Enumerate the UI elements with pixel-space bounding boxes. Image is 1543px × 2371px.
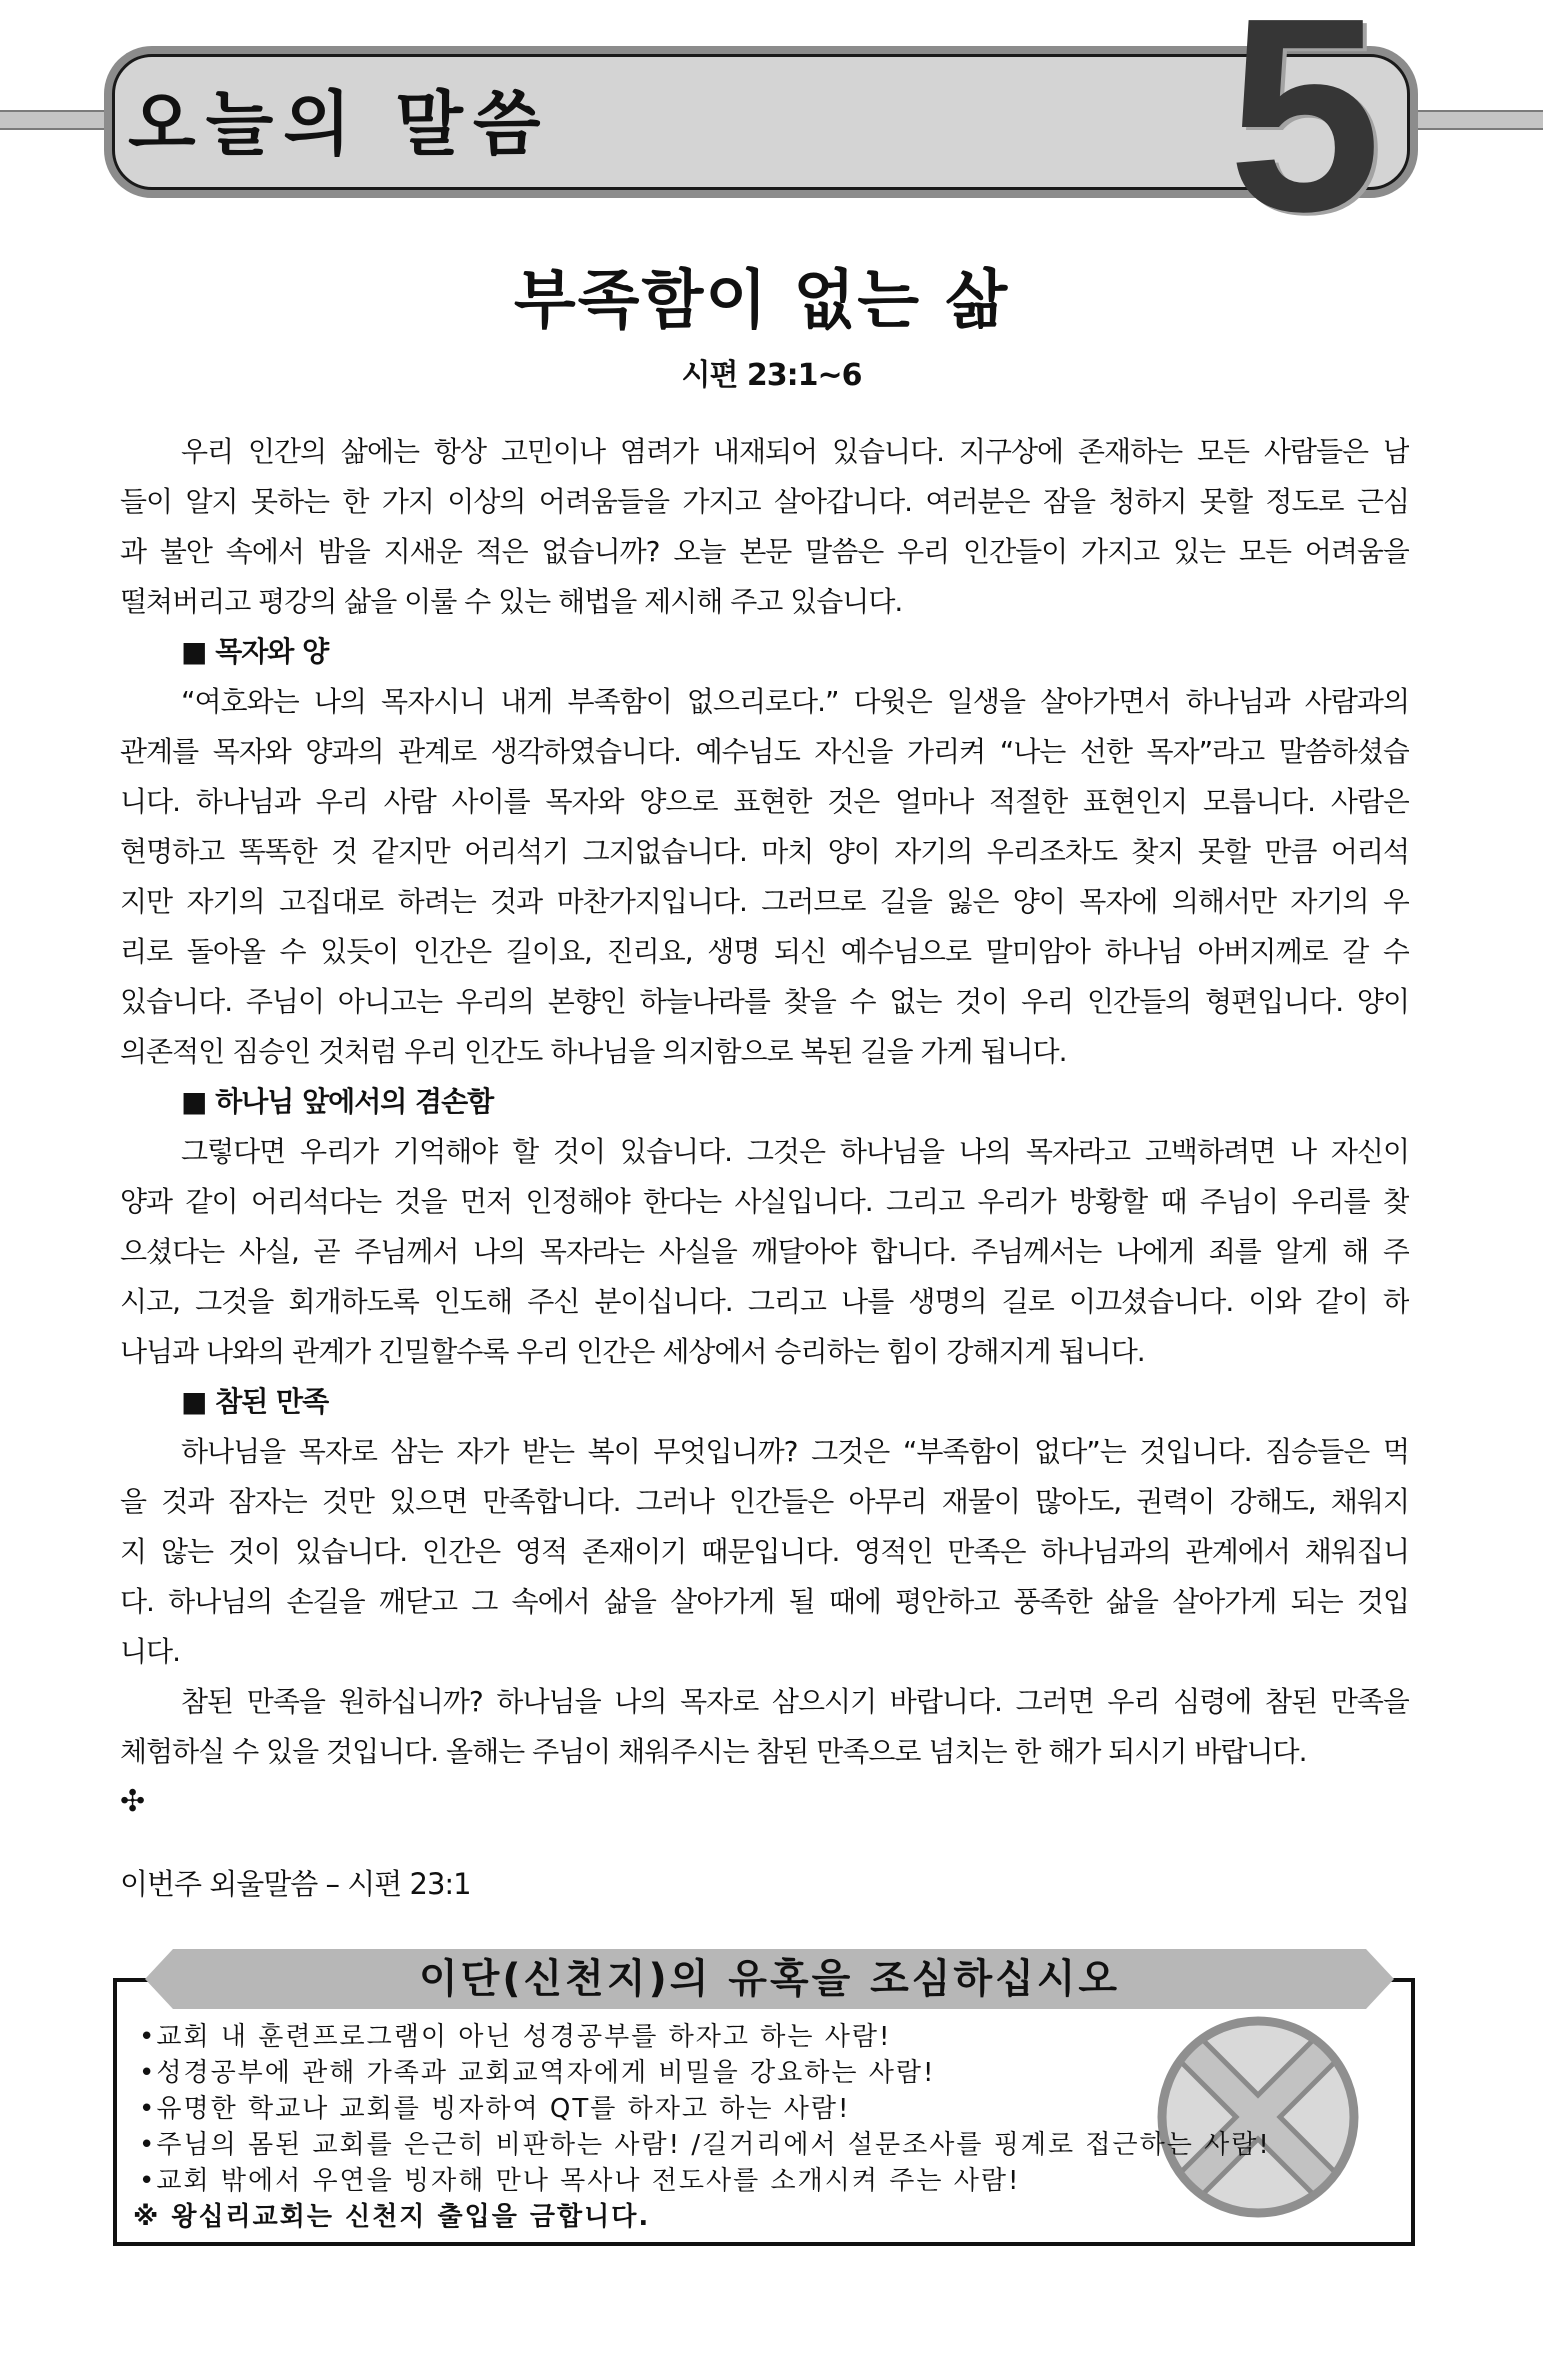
- paragraph-line: 그렇다면 우리가 기억해야 할 것이 있습니다. 그것은 하나님을 나의 목자라고 고백하려면 나 자신이: [181, 1135, 1409, 1168]
- paragraph-line: 니다.: [120, 1635, 180, 1668]
- paragraph-line: 관계를 목자와 양과의 관계로 생각하였습니다. 예수님도 자신을 가리켜 “나는 선한 목자”라고 말씀하셨습: [120, 735, 1409, 768]
- paragraph-line: 들이 알지 못하는 한 가지 이상의 어려움들을 가지고 살아갑니다. 여러분은 잠을 청하지 못할 정도로 근심: [120, 485, 1409, 518]
- end-mark: ✣: [120, 1784, 146, 1819]
- warning-item: •교회 내 훈련프로그램이 아닌 성경공부를 하자고 하는 사람!: [139, 2022, 892, 2052]
- paragraph-line: 우리 인간의 삶에는 항상 고민이나 염려가 내재되어 있습니다. 지구상에 존재하는 모든 사람들은 남: [181, 435, 1409, 468]
- paragraph-line: 리로 돌아올 수 있듯이 인간은 길이요, 진리요, 생명 되신 예수님으로 말미암아 하나님 아버지께로 갈 수: [120, 935, 1409, 968]
- paragraph-line: 시고, 그것을 회개하도록 인도해 주신 분이십니다. 그리고 나를 생명의 길로 이끄셨습니다. 이와 같이 하: [120, 1285, 1409, 1318]
- warning-title: 이단(신천지)의 유혹을 조심하십시오: [418, 1956, 1120, 2002]
- paragraph-line: 지만 자기의 고집대로 하려는 것과 마찬가지입니다. 그러므로 길을 잃은 양이 목자에 의해서만 자기의 우: [120, 885, 1409, 918]
- warning-item: •주님의 몸된 교회를 은근히 비판하는 사람! /길거리에서 설문조사를 핑계로 접근하는 사람!: [139, 2130, 1271, 2160]
- paragraph-line: 다. 하나님의 손길을 깨닫고 그 속에서 삶을 살아가게 될 때에 평안하고 풍족한 삶을 살아가게 되는 것입: [120, 1585, 1409, 1618]
- paragraph-line: 하나님을 목자로 삼는 자가 받는 복이 무엇입니까? 그것은 “부족함이 없다”는 것입니다. 짐승들은 먹: [181, 1435, 1409, 1468]
- section-heading: ■ 참된 만족: [181, 1385, 329, 1418]
- paragraph-line: 으셨다는 사실, 곧 주님께서 나의 목자라는 사실을 깨달아야 합니다. 주님께서는 나에게 죄를 알게 해 주: [120, 1235, 1409, 1268]
- paragraph-line: “여호와는 나의 목자시니 내게 부족함이 없으리로다.” 다윗은 일생을 살아가면서 하나님과 사람과의: [181, 685, 1409, 718]
- paragraph-line: 의존적인 짐승인 것처럼 우리 인간도 하나님을 의지함으로 복된 길을 가게 됩니다.: [120, 1035, 1067, 1068]
- paragraph-line: 떨쳐버리고 평강의 삶을 이룰 수 있는 해법을 제시해 주고 있습니다.: [120, 585, 903, 618]
- warning-notice: ※ 왕십리교회는 신천지 출입을 금합니다.: [133, 2202, 651, 2232]
- warning-item: •성경공부에 관해 가족과 교회교역자에게 비밀을 강요하는 사람!: [139, 2058, 936, 2088]
- sermon-body: [120, 427, 1409, 1827]
- section-number: 5: [1228, 0, 1382, 269]
- warning-item: •교회 밖에서 우연을 빙자해 만나 목사나 전도사를 소개시켜 주는 사람!: [139, 2166, 1021, 2196]
- paragraph-line: 양과 같이 어리석다는 것을 먼저 인정해야 한다는 사실입니다. 그리고 우리가 방황할 때 주님이 우리를 찾: [120, 1185, 1409, 1218]
- sermon-title: 부족함이 없는 삶: [513, 264, 1010, 338]
- paragraph-line: 나님과 나와의 관계가 긴밀할수록 우리 인간은 세상에서 승리하는 힘이 강해지게 됩니다.: [120, 1335, 1145, 1368]
- paragraph-line: 참된 만족을 원하십니까? 하나님을 나의 목자로 삼으시기 바랍니다. 그러면 우리 심령에 참된 만족을: [181, 1685, 1409, 1718]
- warning-list: [133, 2019, 1399, 2235]
- section-heading: ■ 목자와 양: [181, 635, 329, 668]
- paragraph-line: 지 않는 것이 있습니다. 인간은 영적 존재이기 때문입니다. 영적인 만족은 하나님과의 관계에서 채워집니: [120, 1535, 1409, 1568]
- paragraph-line: 과 불안 속에서 밤을 지새운 적은 없습니까? 오늘 본문 말씀은 우리 인간들이 가지고 있는 모든 어려움을: [120, 535, 1409, 568]
- memory-verse: 이번주 외울말씀 – 시편 23:1: [120, 1867, 471, 1901]
- paragraph-line: 을 것과 잠자는 것만 있으면 만족합니다. 그러나 인간들은 아무리 재물이 많아도, 권력이 강해도, 채워지: [120, 1485, 1409, 1518]
- paragraph-line: 니다. 하나님과 우리 사람 사이를 목자와 양으로 표현한 것은 얼마나 적절한 표현인지 모릅니다. 사람은: [120, 785, 1409, 818]
- section-heading: ■ 하나님 앞에서의 겸손함: [181, 1085, 494, 1118]
- section-title: 오늘의 말씀: [128, 83, 551, 165]
- scripture-reference: 시편 23:1~6: [681, 358, 862, 393]
- warning-item: •유명한 학교나 교회를 빙자하여 QT를 하자고 하는 사람!: [139, 2094, 851, 2124]
- paragraph-line: 체험하실 수 있을 것입니다. 올해는 주님이 채워주시는 참된 만족으로 넘치는 한 해가 되시기 바랍니다.: [120, 1735, 1307, 1768]
- paragraph-line: 있습니다. 주님이 아니고는 우리의 본향인 하늘나라를 찾을 수 없는 것이 우리 인간들의 형편입니다. 양이: [120, 985, 1409, 1018]
- paragraph-line: 현명하고 똑똑한 것 같지만 어리석기 그지없습니다. 마치 양이 자기의 우리조차도 찾지 못할 만큼 어리석: [120, 835, 1409, 868]
